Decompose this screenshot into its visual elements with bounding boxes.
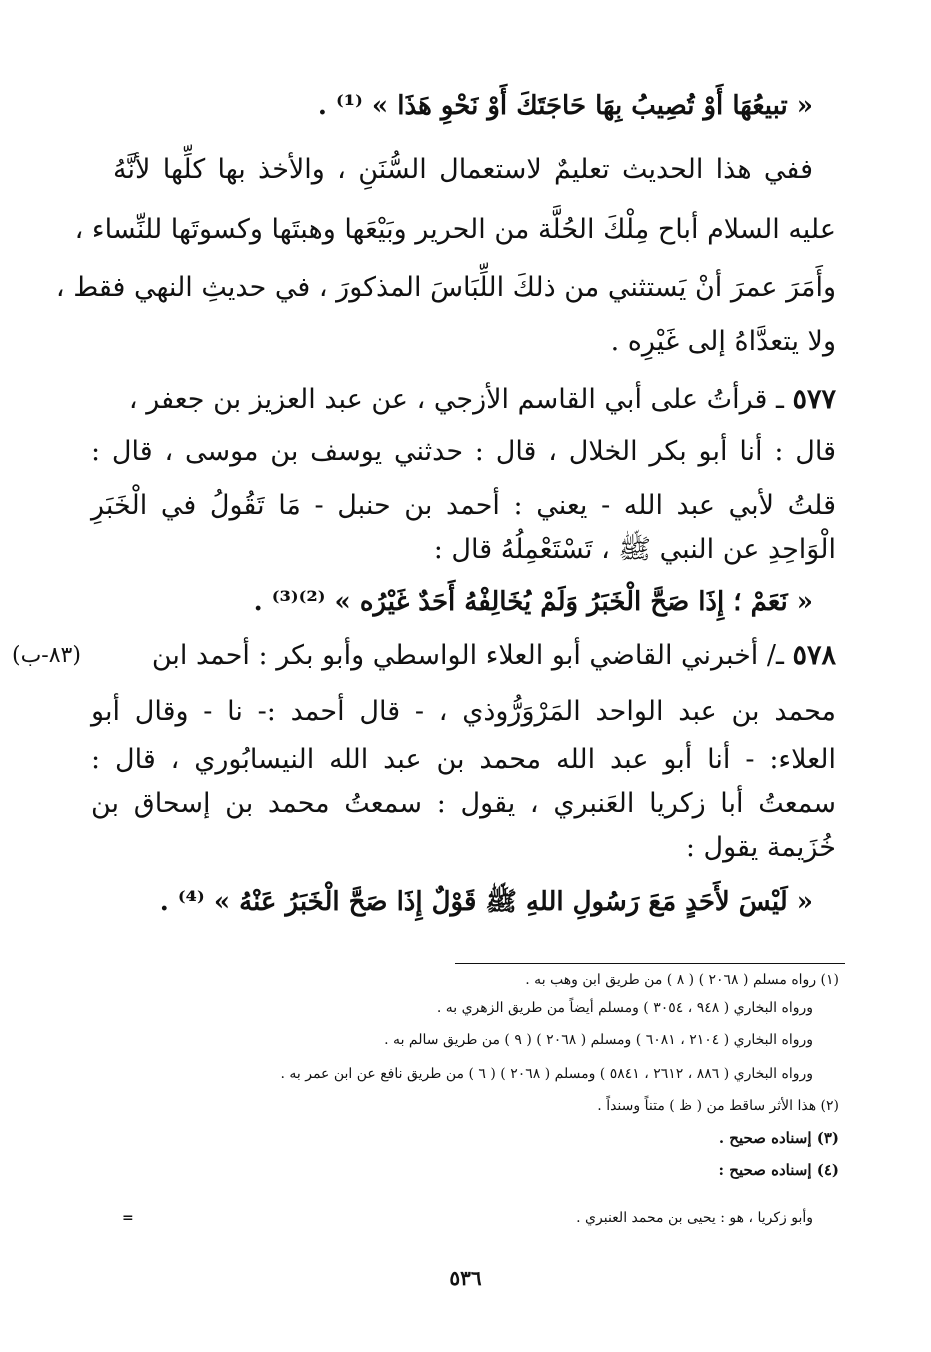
entry-577-text: ـ قرأتُ على أبي القاسم الأزجي ، عن عبد العزيز بن جعفر ، [128,384,784,415]
footnote-4-cont: وأبو زكريا ، هو : يحيى بن محمد العنبري . [576,1210,813,1226]
entry-578-line-5: خُزَيمة يقول : [685,832,836,863]
entry-578-number: ٥٧٨ [792,640,836,671]
margin-reference: (٨٣-ب) [12,643,81,668]
paragraph1-line-2: عليه السلام أباح مِلْكَ الحُلَّة من الحرير وبَيْعَها وهبتَها وكسوتَها للنِّساء ، [74,214,836,245]
paragraph1-line-3: وأَمَرَ عمرَ أنْ يَستثني من ذلكَ اللِّبَاسَ المذكورَ ، في حديثِ النهي فقط ، [55,272,836,303]
footnote-divider [455,963,845,964]
entry-577-line-3: قلتُ لأبي عبد الله - يعني : أحمد بن حنبل - مَا تَقُولُ في الْخَبَرِ [91,490,836,521]
continuation-mark: = [122,1210,134,1226]
entry-578-line-1 [91,636,836,676]
footnote-1-cont-a: ورواه البخاري ( ٩٤٨ ، ٣٠٥٤ ) ومسلم أيضاً من طريق الزهري به . [436,1000,813,1016]
footnote-4: (٤) إسناده صحيح : [718,1161,839,1179]
entry-578-text: ـ/ أخبرني القاضي أبو العلاء الواسطي وأبو بكر : أحمد ابن [151,640,784,671]
entry-577-line-4: الْوَاحِدِ عن النبي ﷺ ، تَسْتَعْمِلُهُ قال : [433,534,836,565]
top-quote: « تبيعُهَا أَوْ تُصِيبُ بِهَا حَاجَتَكَ أَوْ نَحْوِ هَذَا » ⁽¹⁾ . [317,91,813,121]
entry-578-line-3: العلاء: - أنا أبو عبد الله محمد بن عبد الله النيسابُوري ، قال : [91,744,836,775]
footnote-2: (٢) هذا الأثر ساقط من ( ظ ) متناً وسنداً . [597,1098,839,1114]
entry-578-line-4: سمعتُ أبا زكريا العَنبري ، يقول : سمعتُ محمد بن إسحاق بن [91,788,836,819]
footnote-1-cont-b: ورواه البخاري ( ٢١٠٤ ، ٦٠٨١ ) ومسلم ( ٢٠٦٨ ) ( ٩ ) من طريق سالم به . [384,1032,813,1048]
entry-577-quote: « نَعَمْ ؛ إِذَا صَحَّ الْخَبَرُ وَلَمْ يُخَالِفْهُ أَحَدٌ غَيْرُه » ⁽²⁾⁽³⁾ . [253,587,813,617]
entry-578-quote: « لَيْسَ لأَحَدٍ مَعَ رَسُولِ اللهِ ﷺ قَوْلٌ إِذَا صَحَّ الْخَبَرُ عَنْهُ » ⁽⁴⁾ . [159,887,813,917]
entry-577-line-2: قال : أنا أبو بكر الخلال ، قال : حدثني يوسف بن موسى ، قال : [91,436,836,467]
entry-577-line-1 [106,380,836,420]
footnote-1-cont-c: ورواه البخاري ( ٨٨٦ ، ٢٦١٢ ، ٥٨٤١ ) ومسلم ( ٢٠٦٨ ) ( ٦ ) من طريق نافع عن ابن عمر به . [280,1066,813,1082]
entry-577-number: ٥٧٧ [792,384,836,415]
paragraph1-line-1: ففي هذا الحديث تعليمٌ لاستعمال السُّنَنِ ، والأخذ بها كلِّها لأنَّهُ [113,154,813,185]
entry-578-line-2: محمد بن عبد الواحد المَرْوَرُّوذي ، - قال أحمد :- نا - وقال أبو [91,696,836,727]
paragraph1-line-4: ولا يتعدَّاهُ إلى غَيْرِه . [610,326,836,357]
footnote-3: (٣) إسناده صحيح . [718,1129,839,1147]
footnote-1: (١) رواه مسلم ( ٢٠٦٨ ) ( ٨ ) من طريق ابن وهب به . [525,972,839,988]
page-number: ٥٣٦ [449,1266,482,1290]
